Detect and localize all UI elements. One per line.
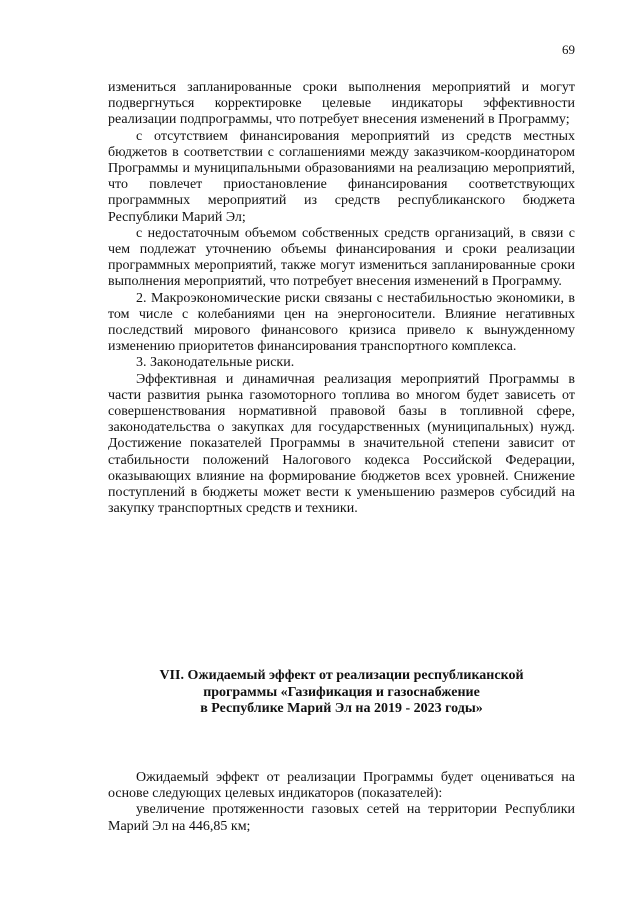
body-text-after-heading	[108, 770, 575, 835]
paragraph: увеличение протяженности газовых сетей на территории Республики Марий Эл на 446,85 км;	[108, 802, 575, 834]
paragraph: 3. Законодательные риски.	[136, 355, 295, 371]
section-heading	[108, 668, 575, 718]
paragraph: Эффективная и динамичная реализация мероприятий Программы в части развития рынка газомоторного топлива во многом будет зависеть от совершенствования нормативной правовой базы в топливной сфере, законодательства о закупках для государственных (муниципальных) нужд. Достижение показателей Программы в значительной степени зависит от стабильности положений Налогового кодекса Российской Федерации, оказывающих влияние на формирование бюджетов всех уровней. Снижение поступлений в бюджеты может вести к уменьшению размеров субсидий на закупку транспортных средств и техники.	[108, 371, 575, 517]
heading-line: программы «Газификация и газоснабжение	[203, 684, 480, 700]
page-number: 69	[562, 42, 575, 57]
paragraph: измениться запланированные сроки выполнения мероприятий и могут подвергнуться корректировке целевые индикаторы эффективности реализации подпрограммы, что потребует внесения изменений в Программу;	[108, 80, 575, 128]
heading-line: в Республике Марий Эл на 2019 - 2023 годы»	[200, 701, 483, 716]
paragraph: 2. Макроэкономические риски связаны с нестабильностью экономики, в том числе с колебаниями цен на энергоносители. Влияние негативных последствий мирового финансового кризиса привело к вынужденному изменению приоритетов финансирования транспортного комплекса.	[108, 290, 575, 355]
heading-line: VII. Ожидаемый эффект от реализации республиканской	[159, 668, 524, 683]
paragraph: с недостаточным объемом собственных средств организаций, в связи с чем подлежат уточнению объемы финансирования и сроки реализации программных мероприятий, также могут измениться запланированные сроки выполнения мероприятий, что потребует внесения изменений в Программу.	[108, 225, 575, 290]
body-text	[108, 80, 575, 517]
paragraph: Ожидаемый эффект от реализации Программы будет оцениваться на основе следующих целевых индикаторов (показателей):	[108, 770, 575, 802]
paragraph: с отсутствием финансирования мероприятий из средств местных бюджетов в соответствии с соглашениями между заказчиком-координатором Программы и муниципальными образованиями на реализацию мероприятий, что повлечет приостановление финансирования соответствующих программных мероприятий из средств республиканского бюджета Республики Марий Эл;	[108, 128, 575, 225]
